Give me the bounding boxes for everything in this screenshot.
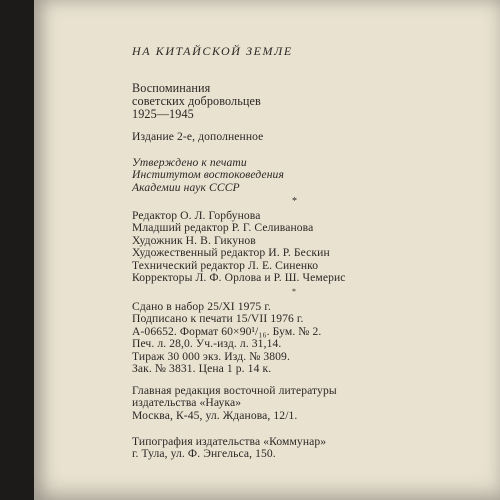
approval-line: Академии наук СССР [132,180,240,194]
publisher-block [132,385,490,422]
editor-line: Художник Н. В. Гикунов [132,233,256,247]
subtitle-block [132,82,490,122]
book-title: НА КИТАЙСКОЙ ЗЕМЛЕ [132,44,293,58]
edition-block [132,131,490,143]
publisher-line: Москва, К-45, ул. Жданова, 12/1. [132,408,298,422]
imprint-line: А-06652. Формат 60×90¹/₁₆. Бум. № 2. [132,324,322,338]
subtitle-line: Воспоминания [132,81,211,95]
publisher-line: Главная редакция восточной литературы [132,384,337,397]
printer-line: Типография издательства «Коммунар» [132,435,327,448]
edition-line: Издание 2-е, дополненное [132,130,264,143]
imprint-line: Печ. л. 28,0. Уч.-изд. л. 31,14. [132,337,282,351]
approval-line: Институтом востоковедения [132,168,284,182]
printer-line: г. Тула, ул. Ф. Энгельса, 150. [132,447,276,461]
editor-line: Редактор О. Л. Горбунова [132,209,261,222]
section-separator: * [292,287,296,296]
editor-line: Технический редактор Л. Е. Синенко [132,258,319,272]
colophon-page [34,0,500,500]
imprint-block [132,301,490,375]
subtitle-line: советских добровольцев [132,94,261,109]
printer-block [132,436,490,461]
subtitle-line: 1925—1945 [132,107,194,122]
approval-block [132,157,490,194]
editor-line: Корректоры Л. Ф. Орлова и Р. Ш. Чемерис [132,271,346,285]
imprint-line: Тираж 30 000 экз. Изд. № 3809. [132,349,290,363]
imprint-line: Подписано к печати 15/VII 1976 г. [132,312,304,326]
editors-block [132,210,490,284]
imprint-line: Зак. № 3831. Цена 1 р. 14 к. [132,362,272,376]
editor-line: Художественный редактор И. Р. Бескин [132,246,330,260]
imprint-line: Сдано в набор 25/XI 1975 г. [132,300,271,313]
publisher-line: издательства «Наука» [132,396,242,410]
approval-line: Утверждено к печати [132,156,247,169]
section-separator: * [292,196,297,207]
editor-line: Младший редактор Р. Г. Селиванова [132,221,314,235]
